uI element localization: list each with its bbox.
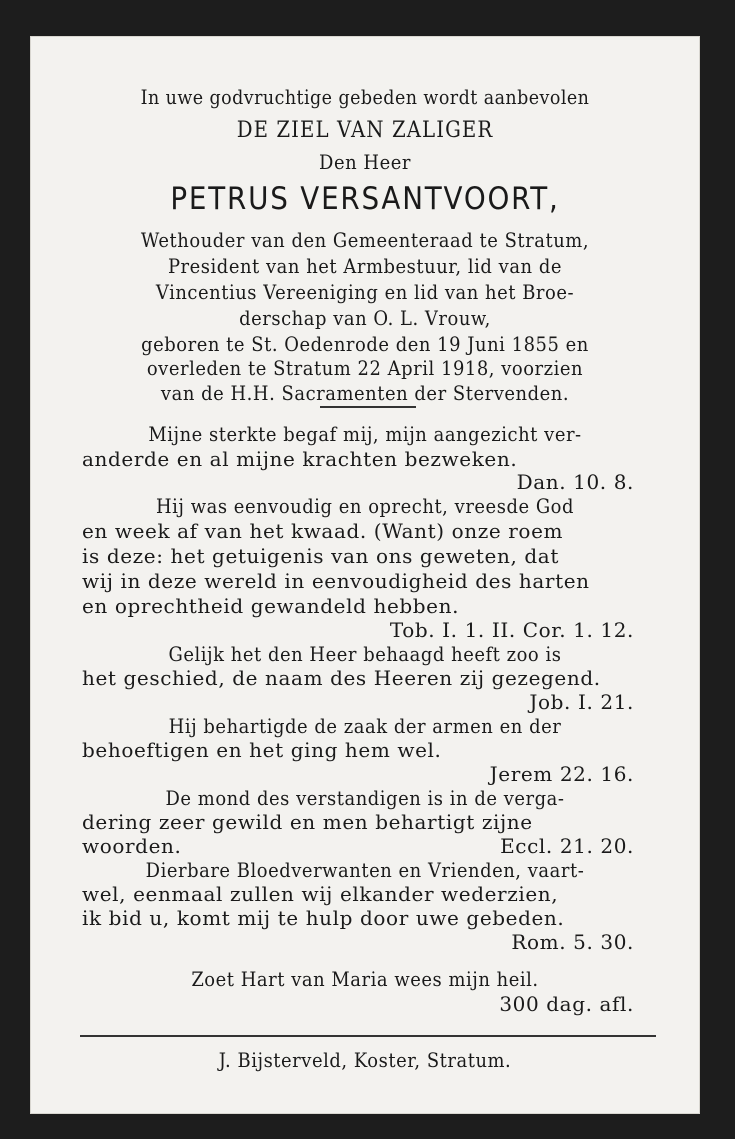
indulgence-note: 300 dag. afl.: [499, 992, 634, 1016]
bio-line: overleden te Stratum 22 April 1918, voorzien: [146, 356, 584, 380]
verse-reference: Tob. I. 1. II. Cor. 1. 12.: [389, 618, 634, 642]
bio-line: Vincentius Vereeniging en lid van het Broe-: [155, 280, 575, 304]
intro-line: In uwe godvruchtige gebeden wordt aanbevolen: [140, 86, 590, 109]
verse-reference: Jerem 22. 16.: [489, 762, 634, 786]
verse-line: Hij was eenvoudig en oprecht, vreesde God: [155, 494, 575, 518]
verse-line: en oprechtheid gewandeld hebben.: [82, 594, 460, 618]
verse-reference: Job. I. 21.: [529, 690, 634, 714]
verse-line: en week af van het kwaad. (Want) onze roem: [82, 519, 564, 543]
bio-line: derschap van O. L. Vrouw,: [239, 306, 491, 330]
printer-credit: J. Bijsterveld, Koster, Stratum.: [218, 1048, 512, 1072]
prayer-line: Zoet Hart van Maria wees mijn heil.: [191, 967, 539, 991]
verse-line: woorden.: [82, 834, 182, 858]
memorial-card: [30, 36, 700, 1114]
verse-line: Dierbare Bloedverwanten en Vrienden, vaart-: [145, 858, 585, 882]
verse-line: wel, eenmaal zullen wij elkander wederzien,: [82, 882, 559, 906]
deceased-name: PETRUS VERSANTVOORT,: [170, 181, 560, 217]
bio-line: President van het Armbestuur, lid van de: [167, 254, 563, 278]
verse-reference: Eccl. 21. 20.: [500, 834, 634, 858]
divider: [320, 406, 416, 408]
verse-line: Mijne sterkte begaf mij, mijn aangezicht ver-: [148, 422, 582, 446]
verse-line: anderde en al mijne krachten bezweken.: [82, 447, 518, 471]
verse-line: het geschied, de naam des Heeren zij gezegend.: [82, 666, 601, 690]
footer-divider: [80, 1035, 656, 1037]
bio-line: Wethouder van den Gemeenteraad te Stratum,: [140, 228, 590, 252]
verse-line: Hij behartigde de zaak der armen en der: [168, 714, 562, 738]
verse-line: behoeftigen en het ging hem wel.: [82, 738, 442, 762]
bio-line: geboren te St. Oedenrode den 19 Juni 1855 en: [141, 332, 589, 356]
soul-heading: DE ZIEL VAN ZALIGER: [236, 118, 494, 143]
verse-line: De mond des verstandigen is in de verga-: [165, 786, 565, 810]
den-heer: Den Heer: [319, 150, 411, 174]
verse-line: wij in deze wereld in eenvoudigheid des harten: [82, 569, 590, 593]
verse-line: Gelijk het den Heer behaagd heeft zoo is: [168, 642, 562, 666]
verse-line: is deze: het getuigenis van ons geweten, dat: [82, 544, 559, 568]
verse-reference: Dan. 10. 8.: [516, 470, 634, 494]
verse-line: ik bid u, komt mij te hulp door uwe gebeden.: [82, 906, 565, 930]
verse-reference: Rom. 5. 30.: [511, 930, 634, 954]
bio-line: van de H.H. Sacramenten der Stervenden.: [160, 381, 570, 405]
verse-line: dering zeer gewild en men behartigt zijne: [82, 810, 533, 834]
